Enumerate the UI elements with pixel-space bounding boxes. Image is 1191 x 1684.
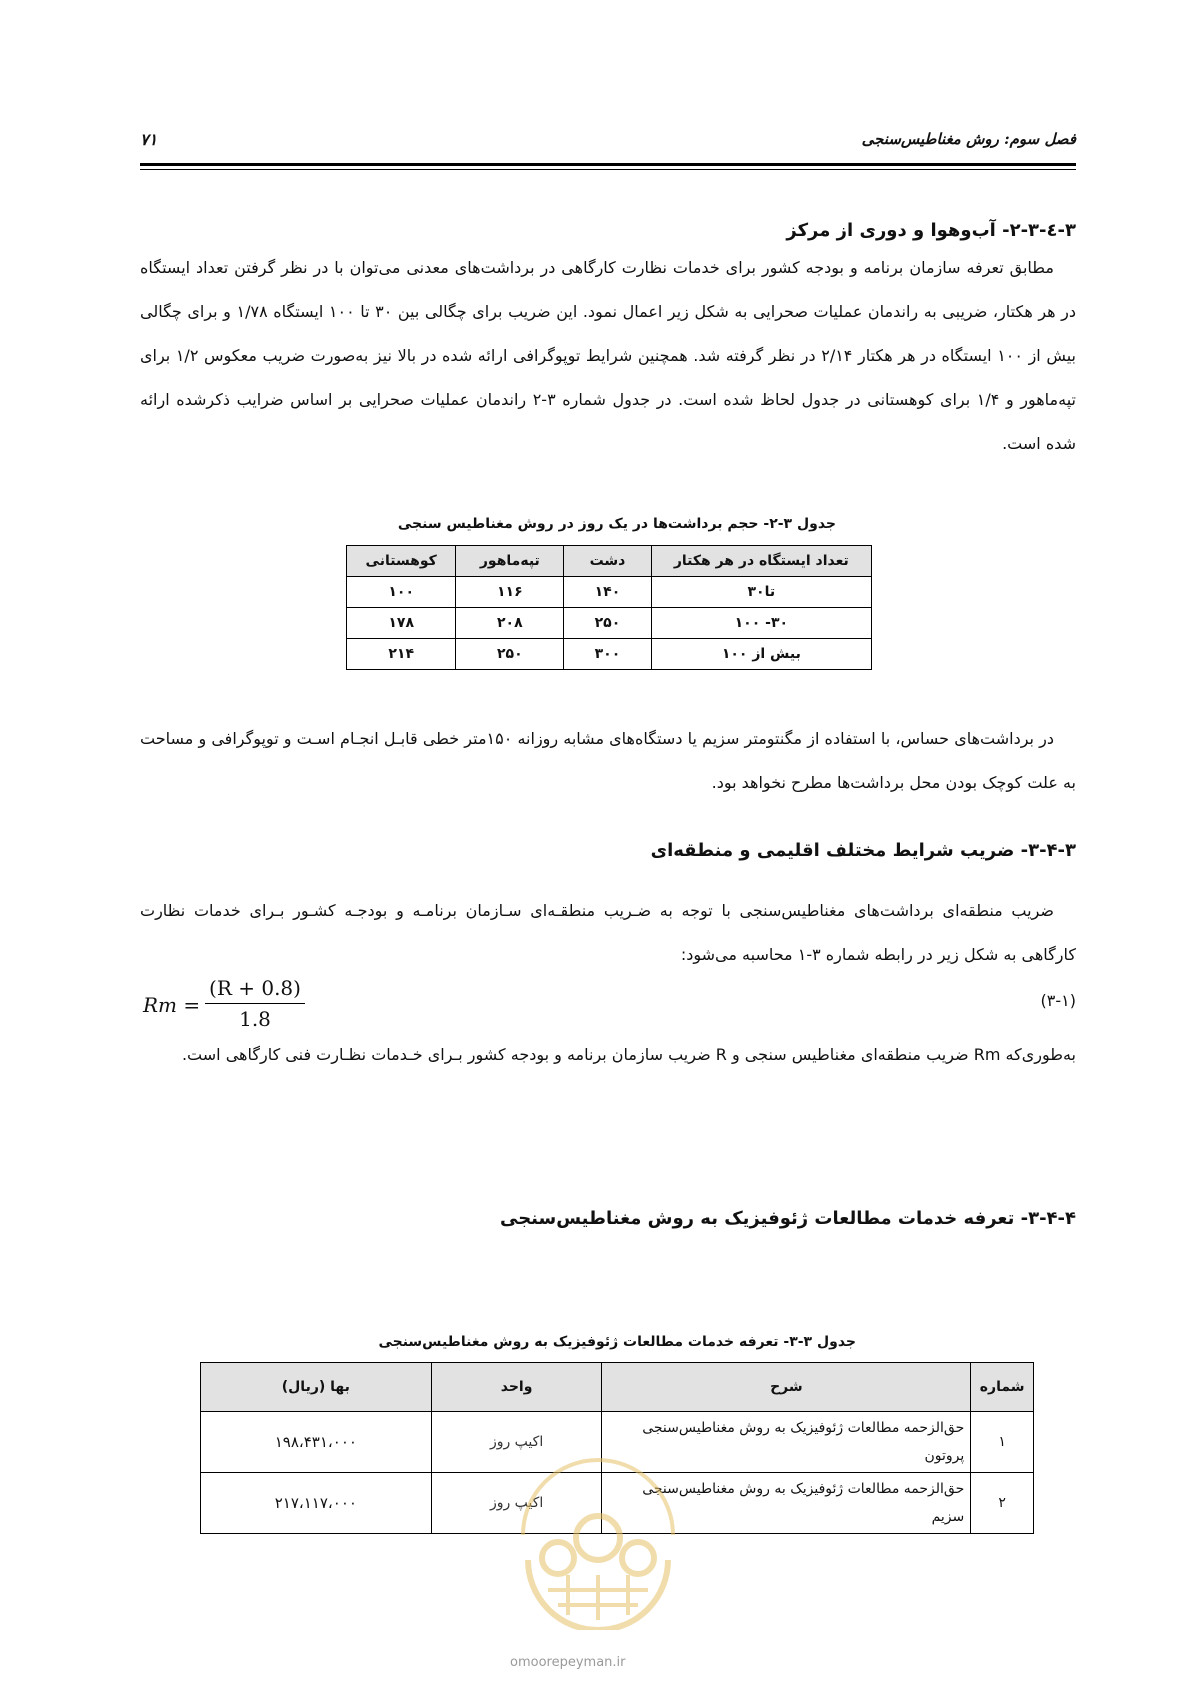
fraction-bar — [205, 1003, 305, 1004]
table3-header-unit: واحد — [431, 1363, 602, 1412]
table2-header-hilly: تپه‌ماهور — [456, 546, 564, 577]
page-number: ۷۱ — [140, 130, 158, 149]
formula-lhs: Rm = — [143, 993, 201, 1017]
table2-cell: ۱۴۰ — [564, 577, 651, 608]
table3-cell-unit: اکیپ روز — [431, 1412, 602, 1473]
table3-header-description: شرح — [602, 1363, 971, 1412]
table3-header-row — [201, 1363, 1034, 1412]
table2-cell: ۱۰۰ — [347, 577, 456, 608]
paragraph-sensitive — [140, 717, 1076, 805]
chapter-title: فصل سوم: روش مغناطیس‌سنجی — [861, 130, 1076, 148]
table3-header-price: بها (ریال) — [201, 1363, 432, 1412]
heading-climate: ۳-٤-۲-۳- آب‌وهوا و دوری از مرکز — [786, 220, 1076, 241]
table-row — [347, 608, 872, 639]
formula-numerator: (R + 0.8) — [209, 976, 301, 1000]
page-header — [140, 130, 1076, 160]
table-row — [347, 639, 872, 670]
table2-cell: بیش از ۱۰۰ — [651, 639, 871, 670]
equation-number: (۳-۱) — [1040, 991, 1076, 1010]
watermark-stamp-logo — [498, 1440, 698, 1630]
table3-cell-unit: اکیپ روز — [431, 1473, 602, 1534]
table2 — [346, 545, 872, 670]
table3-caption: جدول ۳-۳- تعرفه خدمات مطالعات ژئوفیزیک به روش مغناطیس‌سنجی — [378, 1334, 856, 1350]
table2-cell: ۳۰۰ — [564, 639, 651, 670]
table3-header-number: شماره — [971, 1363, 1034, 1412]
table3-cell-number: ۱ — [971, 1412, 1034, 1473]
formula-rm — [143, 975, 313, 1035]
header-rule-thin — [140, 169, 1076, 170]
table2-cell: ۱۷۸ — [347, 608, 456, 639]
heading-coefficient: ۳-۴-۳- ضریب شرایط مختلف اقلیمی و منطقه‌ای — [650, 840, 1076, 861]
paragraph-coefficient — [140, 889, 1076, 977]
table3-cell-description: حق‌الزحمه مطالعات ژئوفیزیک به روش مغناطیس‌سنجی سزیم — [602, 1473, 971, 1534]
table2-cell: ۲۰۸ — [456, 608, 564, 639]
table2-header-row — [347, 546, 872, 577]
table2-caption: جدول ۳-۲- حجم برداشت‌ها در یک روز در روش مغناطیس سنجی — [397, 516, 836, 532]
table3-cell-description: حق‌الزحمه مطالعات ژئوفیزیک به روش مغناطیس‌سنجی پروتون — [602, 1412, 971, 1473]
table2-cell: ۲۵۰ — [564, 608, 651, 639]
header-rule-thick — [140, 163, 1076, 166]
paragraph-sensitive-text: در برداشت‌های حساس، با استفاده از مگنتومتر سزیم یا دستگاه‌های مشابه روزانه ۱۵۰متر خطی قابـل انجـام اسـت و توپوگرافی و مساحت به علت کوچک بودن محل برداشت‌ها مطرح نخواهد بود. — [140, 729, 1076, 792]
heading-tariff: ۳-۴-۴- تعرفه خدمات مطالعات ژئوفیزیک به روش مغناطیس‌سنجی — [499, 1208, 1076, 1229]
table2-header-stations: تعداد ایستگاه در هر هکتار — [651, 546, 871, 577]
table2-header-mountain: کوهستانی — [347, 546, 456, 577]
table3-cell-number: ۲ — [971, 1473, 1034, 1534]
paragraph-climate-text: مطابق تعرفه سازمان برنامه و بودجه کشور برای خدمات نظارت کارگاهی در برداشت‌های معدنی می‌توان با در نظر گرفتن تعداد ایستگاه در هر هکتار، ضریبی به راندمان عملیات صحرایی به شکل زیر اعمال نمود. این ضریب برای چگالی بین ۳۰ تا ۱۰۰ ایستگاه ۱/۷۸ و برای چگالی بیش از ۱۰۰ ایستگاه در هر هکتار ۲/۱۴ در نظر گرفته شد. همچنین شرایط توپوگرافی ارائه شده در بالا نیز به‌صورت ضریب معکوس ۱/۲ برای تپه‌ماهور و ۱/۴ برای کوهستانی در جدول لحاظ شده است. در جدول شماره ۳-۲ راندمان عملیات صحرایی بر اساس ضرایب ذکرشده ارائه شده است. — [140, 258, 1077, 453]
table2-cell: ۲۱۴ — [347, 639, 456, 670]
table2-header-plain: دشت — [564, 546, 651, 577]
table2-cell: ۲۵۰ — [456, 639, 564, 670]
paragraph-coefficient-text: ضریب منطقه‌ای برداشت‌های مغناطیس‌سنجی با توجه به ضـریب منطقـه‌ای سـازمان برنامـه و بودجـه کشـور بـرای خدمات نظارت کارگاهی به شکل زیر در رابطه شماره ۳-۱ محاسبه می‌شود: — [140, 901, 1076, 964]
table2-cell: ۱۱۶ — [456, 577, 564, 608]
watermark-site: omoorepeyman.ir — [510, 1655, 626, 1670]
paragraph-explanation: به‌طوری‌که Rm ضریب منطقه‌ای مغناطیس سنجی و R ضریب سازمان برنامه و بودجه کشور بـرای خـدمات نظـارت فنی کارگاهی است. — [181, 1045, 1076, 1064]
formula-fraction — [205, 975, 305, 1032]
paragraph-climate — [140, 246, 1076, 466]
table3-cell-price: ۱۹۸،۴۳۱،۰۰۰ — [201, 1412, 432, 1473]
table-row — [347, 577, 872, 608]
table2-cell: تا۳۰ — [651, 577, 871, 608]
table2-cell: ۳۰- ۱۰۰ — [651, 608, 871, 639]
formula-denominator: 1.8 — [239, 1007, 271, 1031]
table3-cell-price: ۲۱۷،۱۱۷،۰۰۰ — [201, 1473, 432, 1534]
